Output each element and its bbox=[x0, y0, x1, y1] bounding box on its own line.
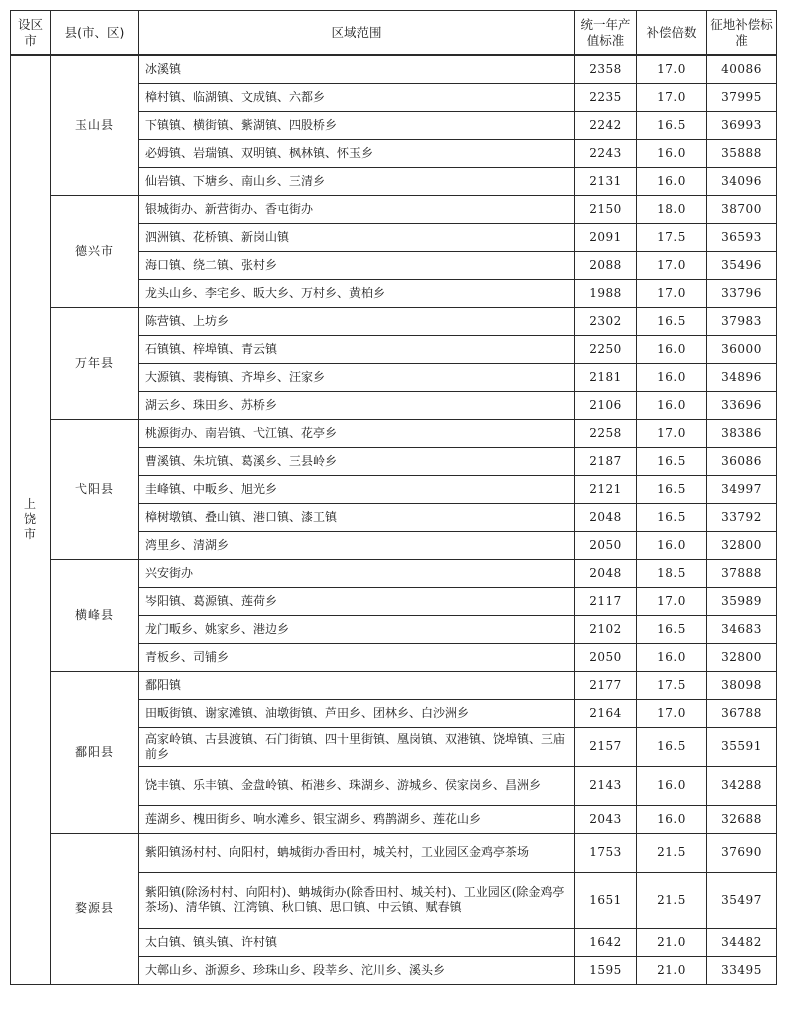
table-row bbox=[11, 833, 777, 872]
area-cell: 紫阳镇(除汤村村、向阳村)、蚺城街办(除香田村、城关村)、工业园区(除金鸡亭茶场)、清华镇、江湾镇、秋口镇、思口镇、中云镇、赋春镇 bbox=[139, 872, 575, 928]
header-standard: 征地补偿标准 bbox=[707, 11, 777, 56]
county-cell: 万年县 bbox=[51, 307, 139, 419]
area-cell: 大鄣山乡、浙源乡、珍珠山乡、段莘乡、沱川乡、溪头乡 bbox=[139, 956, 575, 984]
area-cell: 曹溪镇、朱坑镇、葛溪乡、三县岭乡 bbox=[139, 447, 575, 475]
value-cell: 2131 bbox=[575, 167, 637, 195]
city-char: 市 bbox=[23, 527, 37, 542]
value-cell: 2043 bbox=[575, 805, 637, 833]
value-cell: 2187 bbox=[575, 447, 637, 475]
standard-cell: 40086 bbox=[707, 55, 777, 83]
multiple-cell: 16.0 bbox=[637, 139, 707, 167]
multiple-cell: 17.0 bbox=[637, 587, 707, 615]
area-cell: 必姆镇、岩瑞镇、双明镇、枫林镇、怀玉乡 bbox=[139, 139, 575, 167]
table-row bbox=[11, 419, 777, 447]
header-area: 区域范围 bbox=[139, 11, 575, 56]
standard-cell: 35888 bbox=[707, 139, 777, 167]
area-cell: 樟村镇、临湖镇、文成镇、六都乡 bbox=[139, 83, 575, 111]
standard-cell: 32800 bbox=[707, 643, 777, 671]
standard-cell: 38386 bbox=[707, 419, 777, 447]
value-cell: 2258 bbox=[575, 419, 637, 447]
value-cell: 1642 bbox=[575, 928, 637, 956]
multiple-cell: 16.0 bbox=[637, 766, 707, 805]
multiple-cell: 17.0 bbox=[637, 251, 707, 279]
value-cell: 1753 bbox=[575, 833, 637, 872]
area-cell: 圭峰镇、中畈乡、旭光乡 bbox=[139, 475, 575, 503]
area-cell: 陈营镇、上坊乡 bbox=[139, 307, 575, 335]
table-row bbox=[11, 195, 777, 223]
standard-cell: 35989 bbox=[707, 587, 777, 615]
multiple-cell: 21.0 bbox=[637, 928, 707, 956]
multiple-cell: 16.5 bbox=[637, 503, 707, 531]
header-city: 设区市 bbox=[11, 11, 51, 56]
area-cell: 龙门畈乡、姚家乡、港边乡 bbox=[139, 615, 575, 643]
value-cell: 1988 bbox=[575, 279, 637, 307]
table-body bbox=[11, 55, 777, 984]
area-cell: 湖云乡、珠田乡、苏桥乡 bbox=[139, 391, 575, 419]
standard-cell: 36593 bbox=[707, 223, 777, 251]
area-cell: 青板乡、司铺乡 bbox=[139, 643, 575, 671]
county-cell: 弋阳县 bbox=[51, 419, 139, 559]
standard-cell: 34997 bbox=[707, 475, 777, 503]
value-cell: 2358 bbox=[575, 55, 637, 83]
value-cell: 2050 bbox=[575, 643, 637, 671]
area-cell: 鄱阳镇 bbox=[139, 671, 575, 699]
area-cell: 紫阳镇汤村村、向阳村，蚺城街办香田村，城关村，工业园区金鸡亭茶场 bbox=[139, 833, 575, 872]
area-cell: 饶丰镇、乐丰镇、金盘岭镇、柘港乡、珠湖乡、游城乡、侯家岗乡、昌洲乡 bbox=[139, 766, 575, 805]
area-cell: 莲湖乡、槐田街乡、响水滩乡、银宝湖乡、鸦鹊湖乡、莲花山乡 bbox=[139, 805, 575, 833]
standard-cell: 34482 bbox=[707, 928, 777, 956]
multiple-cell: 17.0 bbox=[637, 83, 707, 111]
multiple-cell: 16.0 bbox=[637, 335, 707, 363]
city-char: 上 bbox=[23, 497, 37, 512]
standard-cell: 35496 bbox=[707, 251, 777, 279]
multiple-cell: 16.0 bbox=[637, 805, 707, 833]
area-cell: 太白镇、镇头镇、许村镇 bbox=[139, 928, 575, 956]
standard-cell: 37983 bbox=[707, 307, 777, 335]
standard-cell: 34683 bbox=[707, 615, 777, 643]
standard-cell: 32800 bbox=[707, 531, 777, 559]
standard-cell: 37690 bbox=[707, 833, 777, 872]
multiple-cell: 16.0 bbox=[637, 363, 707, 391]
multiple-cell: 16.5 bbox=[637, 727, 707, 766]
county-cell: 婺源县 bbox=[51, 833, 139, 984]
multiple-cell: 21.5 bbox=[637, 872, 707, 928]
value-cell: 1595 bbox=[575, 956, 637, 984]
area-cell: 银城街办、新营街办、香屯街办 bbox=[139, 195, 575, 223]
value-cell: 2164 bbox=[575, 699, 637, 727]
area-cell: 桃源街办、南岩镇、弋江镇、花亭乡 bbox=[139, 419, 575, 447]
value-cell: 2091 bbox=[575, 223, 637, 251]
standard-cell: 33792 bbox=[707, 503, 777, 531]
standard-cell: 33796 bbox=[707, 279, 777, 307]
value-cell: 2157 bbox=[575, 727, 637, 766]
city-char: 饶 bbox=[23, 512, 37, 527]
area-cell: 湾里乡、清湖乡 bbox=[139, 531, 575, 559]
table-header bbox=[11, 11, 777, 56]
multiple-cell: 18.5 bbox=[637, 559, 707, 587]
value-cell: 2048 bbox=[575, 503, 637, 531]
area-cell: 兴安街办 bbox=[139, 559, 575, 587]
standard-cell: 35591 bbox=[707, 727, 777, 766]
multiple-cell: 17.0 bbox=[637, 699, 707, 727]
standard-cell: 36086 bbox=[707, 447, 777, 475]
multiple-cell: 17.0 bbox=[637, 55, 707, 83]
value-cell: 2048 bbox=[575, 559, 637, 587]
county-cell: 玉山县 bbox=[51, 55, 139, 195]
county-cell: 横峰县 bbox=[51, 559, 139, 671]
header-multiple: 补偿倍数 bbox=[637, 11, 707, 56]
value-cell: 2177 bbox=[575, 671, 637, 699]
value-cell: 2235 bbox=[575, 83, 637, 111]
standard-cell: 38700 bbox=[707, 195, 777, 223]
standard-cell: 35497 bbox=[707, 872, 777, 928]
standard-cell: 38098 bbox=[707, 671, 777, 699]
multiple-cell: 17.0 bbox=[637, 419, 707, 447]
value-cell: 2181 bbox=[575, 363, 637, 391]
area-cell: 下镇镇、横街镇、紫湖镇、四股桥乡 bbox=[139, 111, 575, 139]
standard-cell: 36993 bbox=[707, 111, 777, 139]
standard-cell: 36000 bbox=[707, 335, 777, 363]
value-cell: 2302 bbox=[575, 307, 637, 335]
area-cell: 龙头山乡、李宅乡、昄大乡、万村乡、黄柏乡 bbox=[139, 279, 575, 307]
value-cell: 2102 bbox=[575, 615, 637, 643]
standard-cell: 37888 bbox=[707, 559, 777, 587]
table-row bbox=[11, 559, 777, 587]
value-cell: 1651 bbox=[575, 872, 637, 928]
multiple-cell: 16.5 bbox=[637, 475, 707, 503]
value-cell: 2117 bbox=[575, 587, 637, 615]
multiple-cell: 16.5 bbox=[637, 111, 707, 139]
area-cell: 石镇镇、梓埠镇、青云镇 bbox=[139, 335, 575, 363]
value-cell: 2243 bbox=[575, 139, 637, 167]
value-cell: 2250 bbox=[575, 335, 637, 363]
area-cell: 冰溪镇 bbox=[139, 55, 575, 83]
standard-cell: 33495 bbox=[707, 956, 777, 984]
standard-cell: 36788 bbox=[707, 699, 777, 727]
area-cell: 大源镇、裴梅镇、齐埠乡、汪家乡 bbox=[139, 363, 575, 391]
area-cell: 泗洲镇、花桥镇、新岗山镇 bbox=[139, 223, 575, 251]
county-cell: 德兴市 bbox=[51, 195, 139, 307]
area-cell: 田畈街镇、谢家滩镇、油墩街镇、芦田乡、团林乡、白沙洲乡 bbox=[139, 699, 575, 727]
value-cell: 2242 bbox=[575, 111, 637, 139]
area-cell: 樟树墩镇、叠山镇、港口镇、漆工镇 bbox=[139, 503, 575, 531]
header-county: 县(市、区) bbox=[51, 11, 139, 56]
area-cell: 岑阳镇、葛源镇、莲荷乡 bbox=[139, 587, 575, 615]
header-row bbox=[11, 11, 777, 56]
multiple-cell: 17.0 bbox=[637, 279, 707, 307]
value-cell: 2143 bbox=[575, 766, 637, 805]
multiple-cell: 16.0 bbox=[637, 531, 707, 559]
standard-cell: 33696 bbox=[707, 391, 777, 419]
area-cell: 仙岩镇、下塘乡、南山乡、三清乡 bbox=[139, 167, 575, 195]
standard-cell: 37995 bbox=[707, 83, 777, 111]
standard-cell: 34896 bbox=[707, 363, 777, 391]
value-cell: 2121 bbox=[575, 475, 637, 503]
multiple-cell: 16.0 bbox=[637, 167, 707, 195]
standard-cell: 32688 bbox=[707, 805, 777, 833]
table-row bbox=[11, 55, 777, 83]
header-value: 统一年产值标准 bbox=[575, 11, 637, 56]
multiple-cell: 16.5 bbox=[637, 615, 707, 643]
county-cell: 鄱阳县 bbox=[51, 671, 139, 833]
multiple-cell: 16.0 bbox=[637, 391, 707, 419]
compensation-table bbox=[10, 10, 777, 985]
multiple-cell: 21.0 bbox=[637, 956, 707, 984]
multiple-cell: 18.0 bbox=[637, 195, 707, 223]
standard-cell: 34288 bbox=[707, 766, 777, 805]
value-cell: 2106 bbox=[575, 391, 637, 419]
multiple-cell: 16.0 bbox=[637, 643, 707, 671]
multiple-cell: 17.5 bbox=[637, 671, 707, 699]
standard-cell: 34096 bbox=[707, 167, 777, 195]
value-cell: 2050 bbox=[575, 531, 637, 559]
area-cell: 海口镇、绕二镇、张村乡 bbox=[139, 251, 575, 279]
table-row bbox=[11, 307, 777, 335]
value-cell: 2150 bbox=[575, 195, 637, 223]
value-cell: 2088 bbox=[575, 251, 637, 279]
table-row bbox=[11, 671, 777, 699]
area-cell: 高家岭镇、古县渡镇、石门街镇、四十里街镇、凰岗镇、双港镇、饶埠镇、三庙前乡 bbox=[139, 727, 575, 766]
multiple-cell: 16.5 bbox=[637, 447, 707, 475]
city-cell bbox=[11, 55, 51, 984]
multiple-cell: 17.5 bbox=[637, 223, 707, 251]
multiple-cell: 16.5 bbox=[637, 307, 707, 335]
multiple-cell: 21.5 bbox=[637, 833, 707, 872]
